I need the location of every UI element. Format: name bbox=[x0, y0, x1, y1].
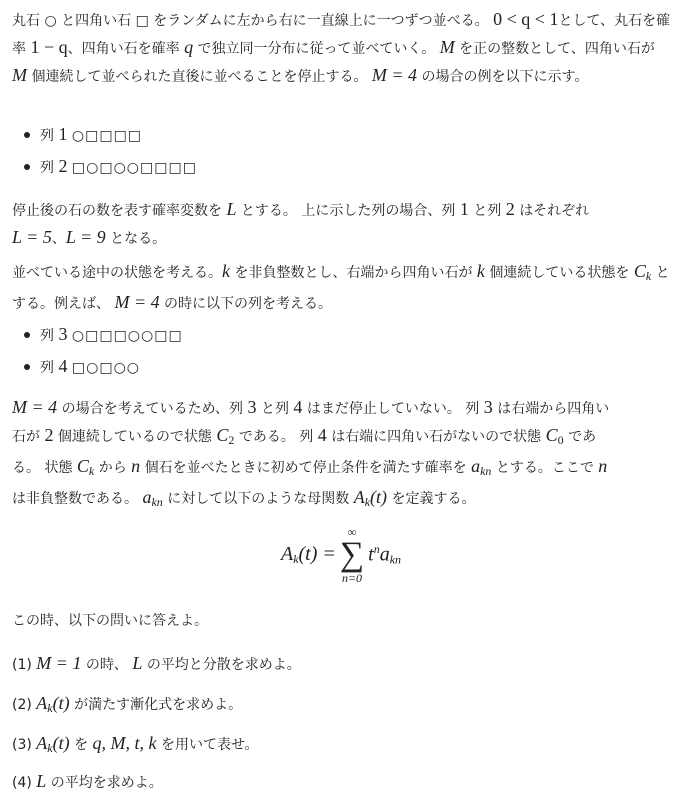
list-item bbox=[12, 318, 183, 350]
text: は右端から四角い bbox=[497, 401, 610, 417]
text: る。 状態 bbox=[12, 460, 73, 476]
text: はまだ停止していない。 列 bbox=[306, 401, 480, 417]
question-3: (3) $A_k(t)$ を q, M, t, k を用いて表せ。 bbox=[12, 733, 259, 755]
var-n: n bbox=[598, 456, 608, 476]
number: 2 bbox=[44, 425, 54, 445]
text: に対して以下のような母関数 bbox=[167, 491, 350, 507]
state-C0: $C_0$ bbox=[545, 425, 564, 447]
text: 個石を並べたときに初めて停止条件を満たす確率を bbox=[144, 460, 467, 476]
stone-sequence: ○□□□○○□□ bbox=[71, 328, 183, 344]
row-label: 列 bbox=[40, 128, 54, 144]
inequality: 0 < q < 1 bbox=[493, 9, 559, 29]
text: 停止後の石の数を表す確率変数を bbox=[12, 203, 222, 219]
var-M: M bbox=[439, 37, 455, 57]
list-item bbox=[12, 118, 197, 150]
text: 個連続しているので状態 bbox=[57, 429, 212, 445]
m-equals-4: M = 4 bbox=[114, 292, 160, 312]
text: を非負整数とし、右端から四角い石が bbox=[234, 265, 473, 281]
text: とする。 上に示した列の場合、列 bbox=[240, 203, 456, 219]
prob-round: 1 − q bbox=[30, 37, 68, 57]
text: とする。ここで bbox=[495, 460, 594, 476]
number: 3 bbox=[247, 397, 257, 417]
text: はそれぞれ bbox=[519, 203, 590, 219]
row-number: 2 bbox=[58, 156, 68, 176]
intro-text-5: を正の整数として、四角い石が bbox=[459, 41, 655, 57]
row-number: 4 bbox=[58, 356, 68, 376]
stone-sequence: ○□□□□ bbox=[71, 128, 143, 144]
var-L: L bbox=[226, 199, 237, 219]
text: となる。 bbox=[110, 231, 167, 247]
text: は非負整数である。 bbox=[12, 491, 138, 507]
formula-lhs: $A_k(t)$ = bbox=[280, 543, 336, 566]
text: とする。例えば、 bbox=[12, 265, 670, 312]
intro-paragraph bbox=[12, 6, 672, 90]
text: は右端に四角い石がないので状態 bbox=[331, 429, 542, 445]
text: である。 列 bbox=[238, 429, 314, 445]
var-n: n bbox=[131, 456, 141, 476]
number: 1 bbox=[459, 199, 469, 219]
state-Ck: $C_k$ bbox=[633, 261, 652, 283]
l-equals-5: L = 5 bbox=[12, 227, 52, 247]
intro-text-6: 個連続して並べられた直後に並べることを停止する。 bbox=[31, 69, 368, 85]
row-label: 列 bbox=[40, 360, 54, 376]
generating-function-formula bbox=[0, 526, 682, 584]
intro-text-1: 丸石 ○ と四角い石 □ をランダムに左から右に一直線上に一つずつ並べる。 bbox=[12, 13, 489, 29]
row-number: 3 bbox=[58, 324, 68, 344]
text: の時に以下の列を考える。 bbox=[164, 296, 333, 312]
m-equals-4: M = 4 bbox=[12, 397, 58, 417]
var-M: M bbox=[12, 65, 27, 85]
example-list-2 bbox=[12, 318, 183, 382]
paragraph-states bbox=[12, 258, 672, 317]
intro-text-3: 、四角い石を確率 bbox=[67, 41, 180, 57]
text: の場合を考えているため、列 bbox=[61, 401, 244, 417]
stone-sequence: □○□○○ bbox=[71, 360, 141, 376]
intro-text-2: として、丸石を確率 bbox=[12, 13, 671, 57]
text: から bbox=[98, 460, 127, 476]
prob-square: q bbox=[184, 37, 194, 57]
prob-akn: $a_{kn}$ bbox=[142, 487, 163, 509]
example-list-1 bbox=[12, 118, 197, 182]
text: 個連続している状態を bbox=[489, 265, 630, 281]
list-item bbox=[12, 150, 197, 182]
question-4: (4) L の平均を求めよ。 bbox=[12, 771, 163, 791]
gen-func-Akt: $A_k(t)$ bbox=[353, 487, 388, 509]
text: であ bbox=[568, 429, 597, 445]
state-Ck: $C_k$ bbox=[76, 456, 95, 478]
number: 4 bbox=[317, 425, 327, 445]
l-equals-9: L = 9 bbox=[65, 227, 106, 247]
text: と列 bbox=[260, 401, 289, 417]
var-k: k bbox=[476, 261, 485, 281]
questions-intro: この時、以下の問いに答えよ。 bbox=[12, 613, 208, 629]
intro-text-7: の場合の例を以下に示す。 bbox=[421, 69, 589, 85]
question-2: (2) $A_k(t)$ が満たす漸化式を求めよ。 bbox=[12, 693, 243, 715]
m-equals-4: M = 4 bbox=[371, 65, 418, 85]
row-label: 列 bbox=[40, 328, 54, 344]
text: と列 bbox=[473, 203, 502, 219]
question-1: (1) M = 1 の時、 L の平均と分散を求めよ。 bbox=[12, 653, 301, 673]
prob-akn: $a_{kn}$ bbox=[471, 456, 492, 478]
number: 2 bbox=[505, 199, 515, 219]
text: 石が bbox=[12, 429, 40, 445]
list-item bbox=[12, 350, 183, 382]
text: を定義する。 bbox=[391, 491, 476, 507]
text: 並べている途中の状態を考える。 bbox=[12, 265, 222, 281]
number: 3 bbox=[483, 397, 493, 417]
row-number: 1 bbox=[58, 124, 68, 144]
sum-symbol: ∞ ∑ n=0 bbox=[339, 525, 365, 585]
var-k: k bbox=[222, 261, 230, 281]
intro-text-4: で独立同一分布に従って並べていく。 bbox=[197, 41, 436, 57]
text: 、 bbox=[51, 231, 66, 247]
number: 4 bbox=[293, 397, 303, 417]
row-label: 列 bbox=[40, 160, 54, 176]
state-C2: $C_2$ bbox=[216, 425, 235, 447]
formula-term: $t^na_{kn}$ bbox=[368, 542, 402, 567]
paragraph-random-variable bbox=[12, 196, 672, 252]
paragraph-generating-function bbox=[12, 394, 672, 515]
stone-sequence: □○□○○□□□□ bbox=[71, 160, 197, 176]
